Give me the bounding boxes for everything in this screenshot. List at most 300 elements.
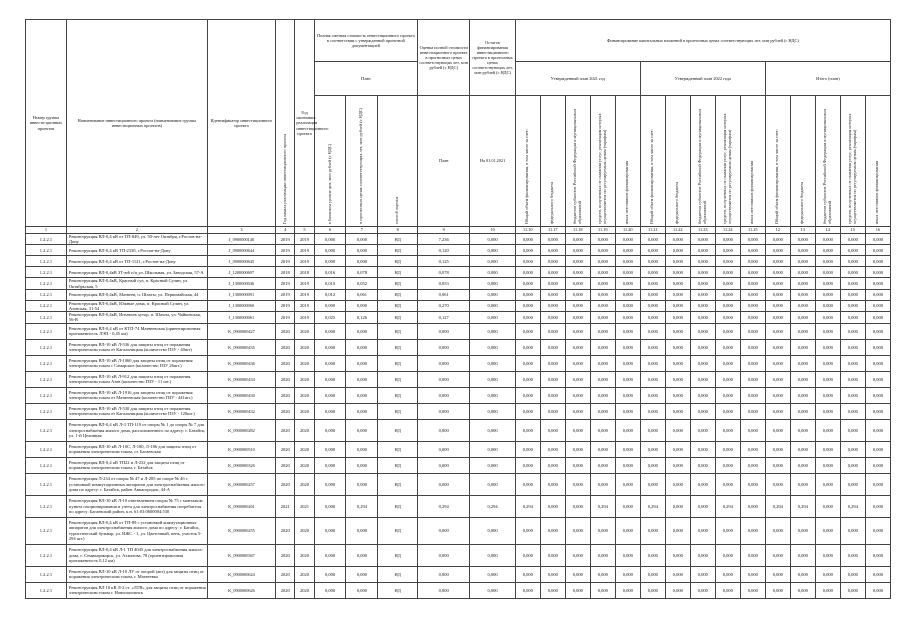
cell-start-year: 2021 [276,495,295,517]
cell-fin-2021-tariff: 0,000 [590,457,615,473]
cell-project-id: J_1300000060 [207,300,275,311]
cell-fin-2021-other: 0,000 [615,300,640,311]
table-row [26,300,891,311]
cell-fin-2022-total: 0,000 [640,256,665,267]
cell-cost-forecast: 0,000 [346,566,378,582]
table-row [26,473,891,495]
cell-project-name: Реконструкция ВЛ-0,4 кВ Л-3 ТП-119 от опоры № 1 до опоры № 7 для электроснабжения жилого дома, расположенного по адресу: г. Батайск, ул. 1-й Целинная [66,419,207,441]
cell-fin-2021-federal: 0,000 [540,441,565,457]
cell-fin-total-total: 0,000 [765,355,790,371]
cell-start-year: 2020 [276,517,295,544]
cell-cost-base: 0,010 [314,278,346,289]
cell-fin-total-tariff: 0,000 [840,312,865,323]
cell-group-number: 1.2.2.1 [26,323,67,339]
cell-fin-2021-tariff: 0,000 [590,441,615,457]
cell-fin-2021-regional: 0,000 [565,517,590,544]
header-sub-2021-regional: бюджетов субъектов Российской Федерации и муниципальных образований [565,96,590,227]
cell-fin-2022-federal: 0,000 [665,473,690,495]
cell-fin-2021-tariff: 0,000 [590,544,615,566]
cell-fin-2022-other: 0,000 [740,419,765,441]
cell-fin-2021-regional: 0,000 [565,419,590,441]
cell-fin-2022-tariff: 0,000 [715,245,740,256]
column-number: 11.24 [715,227,740,234]
cell-fin-total-tariff: 0,000 [840,387,865,403]
cell-fin-2022-federal: 0,000 [665,256,690,267]
header-est-plan: План [418,96,470,227]
cell-fin-2021-total: 0,000 [515,355,540,371]
cell-fin-2022-tariff: 0,000 [715,289,740,300]
cell-end-year: 2019 [295,234,314,245]
cell-fin-2021-other: 0,000 [615,403,640,419]
cell-start-year: 2020 [276,544,295,566]
cell-fin-total-other: 0,000 [865,371,890,387]
cell-end-year: 2020 [295,544,314,566]
cell-cost-forecast: 0,000 [346,582,378,598]
cell-fin-total-regional: 0,000 [815,403,840,419]
cell-fin-2021-other: 0,000 [615,323,640,339]
cell-fin-2022-regional: 0,000 [690,323,715,339]
cell-start-year: 2019 [276,278,295,289]
cell-start-year: 2020 [276,441,295,457]
cell-start-year: 2020 [276,582,295,598]
header-sub-2022-federal: федерального бюджета [665,96,690,227]
header-project-id: Идентификатор инвестиционного проекта [207,20,275,227]
column-number: 15 [840,227,865,234]
cell-cost-estimate: 0,000 [418,387,470,403]
column-number: 12 [765,227,790,234]
cell-cost-method: НД [378,419,418,441]
cell-fin-2022-other: 0,000 [740,267,765,278]
cell-end-year: 2020 [295,517,314,544]
cell-cost-estimate: 0,000 [418,582,470,598]
cell-fin-2022-total: 0,000 [640,419,665,441]
table-row [26,312,891,323]
cell-fin-2022-total: 0,000 [640,300,665,311]
cell-remain-2021: 0,000 [470,387,515,403]
cell-fin-2022-other: 0,000 [740,300,765,311]
cell-fin-total-regional: 0,000 [815,278,840,289]
cell-fin-2021-total: 0,000 [515,387,540,403]
cell-fin-2021-other: 0,000 [615,582,640,598]
cell-cost-forecast: 0,000 [346,323,378,339]
cell-fin-2022-regional: 0,000 [690,566,715,582]
cell-remain-2021: 0,000 [470,312,515,323]
cell-remain-2021: 0,000 [470,323,515,339]
cell-fin-2022-federal: 0,000 [665,300,690,311]
cell-fin-2022-tariff: 0,000 [715,312,740,323]
header-end-year: Год окончания реализации инвестиционного проекта [295,20,314,227]
table-row [26,234,891,245]
cell-cost-method: НД [378,289,418,300]
header-full-cost-method: способ оценки [378,96,418,227]
cell-cost-estimate: 0,000 [418,441,470,457]
cell-cost-base: 0,000 [314,371,346,387]
cell-fin-2022-tariff: 0,000 [715,300,740,311]
cell-fin-2022-tariff: 0,000 [715,441,740,457]
cell-fin-2021-tariff: 0,000 [590,371,615,387]
cell-fin-2022-tariff: 0,000 [715,517,740,544]
cell-fin-2022-other: 0,000 [740,473,765,495]
cell-fin-total-total: 0,000 [765,278,790,289]
cell-fin-2021-federal: 0,000 [540,387,565,403]
cell-fin-2021-federal: 0,000 [540,289,565,300]
cell-fin-total-federal: 0,000 [790,566,815,582]
cell-fin-2022-federal: 0,000 [665,387,690,403]
header-sub-total-federal: федерального бюджета [790,96,815,227]
cell-fin-total-regional: 0,000 [815,256,840,267]
cell-fin-2022-regional: 0,000 [690,582,715,598]
cell-fin-2021-regional: 0,000 [565,300,590,311]
cell-fin-2022-total: 0,000 [640,371,665,387]
cell-cost-forecast: 0,000 [346,387,378,403]
cell-project-name: Реконструкция ВЛ-0,4 кВ от ТП-849, ул. 50-лет Октября, г.Ростов-на-Дону [66,234,207,245]
cell-cost-method: НД [378,245,418,256]
cell-fin-2022-federal: 0,000 [665,312,690,323]
table-row [26,289,891,300]
table-row [26,256,891,267]
cell-fin-total-total: 0,000 [765,234,790,245]
cell-project-id: K_0900000261 [207,495,275,517]
cell-project-name: Реконструкция ВЛ-10 кВ Л-1060 для защиты птиц от поражения электрическим током с Самарское (количество ПЗУ 26шт.) [66,355,207,371]
cell-end-year: 2019 [295,289,314,300]
cell-fin-total-total: 0,000 [765,267,790,278]
cell-fin-total-total: 0,000 [765,387,790,403]
cell-fin-2021-regional: 0,000 [565,371,590,387]
cell-fin-2021-federal: 0,000 [540,256,565,267]
cell-fin-2021-federal: 0,000 [540,312,565,323]
cell-fin-total-tariff: 0,294 [840,495,865,517]
cell-cost-forecast: 0,000 [346,517,378,544]
cell-project-name: Реконструкция ВЛ-0,4 кВ ТП22 и Л-232 для защиты птиц от поражения электрическим током, г. Батайск [66,457,207,473]
table-row [26,355,891,371]
cell-fin-total-other: 0,000 [865,419,890,441]
cell-end-year: 2020 [295,566,314,582]
cell-cost-base: 0,000 [314,441,346,457]
cell-start-year: 2018 [276,267,295,278]
cell-fin-total-federal: 0,000 [790,419,815,441]
header-est-cost: Оценка полной стоимости инвестиционного проекта в прогнозных ценах соответствующих лет, млн рублей (с НДС) [418,20,470,96]
cell-cost-forecast: 0,294 [346,495,378,517]
cell-cost-method: НД [378,267,418,278]
cell-fin-2022-total: 0,000 [640,517,665,544]
cell-cost-base: 0,000 [314,339,346,355]
header-project-name: Наименование инвестиционного проекта (наименование группы инвестиционных проектов) [66,20,207,227]
cell-project-id: K_0900000435 [207,339,275,355]
cell-project-id: K_0900000434 [207,371,275,387]
cell-fin-2021-other: 0,000 [615,312,640,323]
cell-fin-total-tariff: 0,000 [840,234,865,245]
cell-fin-2021-other: 0,000 [615,245,640,256]
cell-end-year: 2020 [295,371,314,387]
cell-fin-total-total: 0,000 [765,323,790,339]
cell-fin-2022-total: 0,000 [640,289,665,300]
header-start-year: Год начала реализации инвестиционного проекта [276,20,295,227]
cell-fin-2021-total: 0,000 [515,544,540,566]
cell-group-number: 1.2.2.1 [26,517,67,544]
cell-cost-forecast: 0,000 [346,371,378,387]
cell-cost-base: 0,000 [314,355,346,371]
cell-fin-total-federal: 0,000 [790,355,815,371]
cell-remain-2021: 0,000 [470,339,515,355]
cell-cost-estimate: 0,000 [418,473,470,495]
cell-fin-total-other: 0,000 [865,387,890,403]
cell-end-year: 2020 [295,582,314,598]
cell-fin-2022-total: 0,000 [640,355,665,371]
cell-end-year: 2020 [295,339,314,355]
cell-fin-2022-federal: 0,000 [665,234,690,245]
cell-cost-forecast: 0,000 [346,339,378,355]
cell-start-year: 2019 [276,289,295,300]
header-remain-date: На 01.01.2021 [470,96,515,227]
cell-cost-method: НД [378,387,418,403]
cell-fin-2022-other: 0,000 [740,245,765,256]
cell-fin-2021-regional: 0,000 [565,339,590,355]
cell-fin-2021-other: 0,000 [615,419,640,441]
cell-group-number: 1.2.2.1 [26,495,67,517]
cell-group-number: 1.2.2.1 [26,544,67,566]
cell-end-year: 2019 [295,245,314,256]
cell-fin-total-tariff: 0,000 [840,339,865,355]
cell-fin-2022-federal: 0,000 [665,582,690,598]
header-group-number: Номер группы инвести-ционных проектов [26,20,67,227]
cell-fin-2022-federal: 0,000 [665,403,690,419]
cell-fin-2022-other: 0,000 [740,278,765,289]
cell-cost-estimate: 0,000 [418,371,470,387]
cell-fin-2022-tariff: 0,000 [715,267,740,278]
cell-end-year: 2020 [295,403,314,419]
cell-fin-2022-other: 0,000 [740,323,765,339]
cell-fin-total-tariff: 0,000 [840,441,865,457]
cell-fin-2021-regional: 0,000 [565,267,590,278]
cell-project-id: K_0900000430 [207,387,275,403]
cell-fin-2022-regional: 0,000 [690,457,715,473]
column-number: 5 [295,227,314,234]
cell-fin-2022-tariff: 0,000 [715,371,740,387]
column-number: 11.18 [565,227,590,234]
cell-fin-2021-other: 0,000 [615,339,640,355]
cell-fin-2021-total: 0,000 [515,517,540,544]
cell-start-year: 2019 [276,256,295,267]
cell-fin-2022-tariff: 0,000 [715,544,740,566]
cell-fin-2021-other: 0,000 [615,267,640,278]
cell-fin-total-regional: 0,000 [815,517,840,544]
cell-remain-2021: 0,000 [470,419,515,441]
cell-cost-method: НД [378,355,418,371]
cell-fin-total-total: 0,000 [765,419,790,441]
cell-fin-2022-tariff: 0,000 [715,566,740,582]
cell-project-name: Реконструкция ВЛ-10 кВ Л-1916 для защиты птиц от поражения электрическим током от Матвеевская (количество ПЗУ - 441шт.) [66,387,207,403]
cell-start-year: 2020 [276,371,295,387]
cell-cost-base: 0,000 [314,256,346,267]
cell-cost-estimate: 7,236 [418,234,470,245]
cell-fin-total-federal: 0,000 [790,339,815,355]
cell-fin-total-federal: 0,000 [790,300,815,311]
cell-cost-base: 0,000 [314,245,346,256]
cell-cost-base: 0,000 [314,403,346,419]
cell-cost-estimate: 0,000 [418,355,470,371]
cell-fin-2022-total: 0,000 [640,312,665,323]
cell-fin-total-tariff: 0,000 [840,566,865,582]
cell-fin-2022-other: 0,000 [740,566,765,582]
cell-fin-2022-regional: 0,000 [690,256,715,267]
cell-cost-method: НД [378,234,418,245]
cell-fin-total-other: 0,000 [865,582,890,598]
cell-fin-2022-tariff: 0,000 [715,457,740,473]
cell-fin-total-regional: 0,000 [815,473,840,495]
cell-cost-estimate: 0,000 [418,419,470,441]
cell-cost-method: НД [378,495,418,517]
cell-end-year: 2019 [295,312,314,323]
cell-fin-2022-total: 0,000 [640,339,665,355]
cell-fin-total-federal: 0,000 [790,312,815,323]
cell-fin-2021-tariff: 0,000 [590,582,615,598]
cell-fin-2022-regional: 0,000 [690,355,715,371]
cell-group-number: 1.2.2.1 [26,234,67,245]
cell-fin-total-regional: 0,000 [815,495,840,517]
header-full-cost-plan: в базисном уровне цен, млн рублей (с НДС) [314,96,346,227]
cell-cost-estimate: 0,000 [418,323,470,339]
cell-cost-method: НД [378,371,418,387]
cell-project-name: Реконструкция ВЛ-0,4кВ ЗТ-ю6 п/ц ул. Школьная, ул. Заводская, 57-А [66,267,207,278]
cell-fin-2022-regional: 0,000 [690,312,715,323]
cell-fin-2021-other: 0,000 [615,278,640,289]
cell-fin-2021-other: 0,000 [615,234,640,245]
cell-cost-method: НД [378,473,418,495]
table-row [26,544,891,566]
cell-fin-total-federal: 0,000 [790,441,815,457]
cell-fin-2021-tariff: 0,000 [590,267,615,278]
cell-cost-method: НД [378,339,418,355]
column-number: 11.10 [515,227,540,234]
header-total: Итого (план) [765,62,890,96]
cell-cost-estimate: 0,000 [418,457,470,473]
cell-fin-total-regional: 0,000 [815,312,840,323]
cell-end-year: 2019 [295,256,314,267]
cell-cost-forecast: 0,000 [346,355,378,371]
column-number: 7 [346,227,378,234]
cell-fin-2022-other: 0,000 [740,289,765,300]
cell-fin-2022-total: 0,000 [640,582,665,598]
column-number: 4 [276,227,295,234]
cell-fin-2022-other: 0,000 [740,256,765,267]
cell-fin-total-regional: 0,000 [815,245,840,256]
cell-cost-forecast: 0,078 [346,267,378,278]
cell-fin-2021-tariff: 0,000 [590,256,615,267]
cell-fin-2021-total: 0,000 [515,473,540,495]
cell-cost-base: 0,012 [314,289,346,300]
cell-fin-2021-other: 0,000 [615,566,640,582]
cell-fin-2021-federal: 0,000 [540,323,565,339]
cell-cost-estimate: 0,125 [418,256,470,267]
cell-cost-estimate: 0,000 [418,544,470,566]
cell-fin-2022-tariff: 0,000 [715,473,740,495]
cell-fin-2021-regional: 0,000 [565,582,590,598]
table-row [26,441,891,457]
cell-project-id: K_0900000432 [207,403,275,419]
cell-cost-base: 0,000 [314,419,346,441]
column-number: 11.21 [640,227,665,234]
cell-project-id: K_0900000326 [207,457,275,473]
cell-project-id: K_0900000626 [207,582,275,598]
cell-fin-2021-total: 0,000 [515,312,540,323]
cell-group-number: 1.2.2.1 [26,267,67,278]
cell-cost-method: НД [378,566,418,582]
cell-cost-forecast: 0,126 [346,312,378,323]
cell-project-name: Реконструкция ВЛ-0,4 кВ от ТП-1121, г.Ростов-на-Дону [66,256,207,267]
cell-remain-2021: 0,000 [470,289,515,300]
cell-fin-total-total: 0,000 [765,371,790,387]
cell-fin-total-regional: 0,000 [815,582,840,598]
cell-fin-total-regional: 0,000 [815,339,840,355]
cell-cost-method: НД [378,441,418,457]
cell-fin-2021-tariff: 0,000 [590,245,615,256]
cell-fin-total-regional: 0,000 [815,441,840,457]
cell-cost-base: 0,000 [314,457,346,473]
cell-cost-method: НД [378,256,418,267]
cell-fin-2021-tariff: 0,000 [590,387,615,403]
cell-project-name: Реконструкция ВЛ-0,4 кВ от ТП-89 с установкой коммутационных аппаратов для электроснабжения жилого дома по адресу: г. Батайск, туристический бульвар, ул. ИЖС - 1, ул. Цветочный, пень, участок 5-294 шт.) [66,517,207,544]
cell-fin-2021-federal: 0,000 [540,403,565,419]
cell-fin-total-total: 0,000 [765,300,790,311]
cell-end-year: 2019 [295,278,314,289]
cell-cost-base: 0,000 [314,473,346,495]
header-sub-2021-total: Общий объем финансирования, в том числе за счет: [515,96,540,227]
cell-project-name: Реконструкция ВЛ-0,4 кВ ТП-2330, г.Ростов-на-Дону [66,245,207,256]
cell-fin-2022-regional: 0,000 [690,289,715,300]
cell-fin-total-other: 0,000 [865,473,890,495]
cell-fin-2022-federal: 0,000 [665,517,690,544]
cell-fin-2022-total: 0,294 [640,495,665,517]
cell-remain-2021: 0,000 [470,267,515,278]
cell-fin-total-federal: 0,000 [790,267,815,278]
cell-fin-total-regional: 0,000 [815,300,840,311]
cell-fin-2021-other: 0,000 [615,544,640,566]
header-sub-total-regional: бюджетов субъектов Российской Федерации и муниципальных образований [815,96,840,227]
cell-fin-2022-total: 0,000 [640,234,665,245]
cell-fin-2021-other: 0,000 [615,355,640,371]
cell-fin-2021-federal: 0,000 [540,300,565,311]
cell-group-number: 1.2.2.1 [26,582,67,598]
cell-fin-2022-regional: 0,000 [690,267,715,278]
cell-project-id: J_1300000061 [207,312,275,323]
cell-fin-total-other: 0,000 [865,544,890,566]
cell-cost-forecast: 0,000 [346,457,378,473]
cell-cost-base: 0,000 [314,495,346,517]
cell-remain-2021: 0,000 [470,278,515,289]
header-plan: План [314,62,417,96]
cell-fin-total-total: 0,000 [765,544,790,566]
cell-end-year: 2020 [295,419,314,441]
cell-fin-total-federal: 0,000 [790,245,815,256]
cell-project-id: J_0900000140 [207,234,275,245]
table-row [26,323,891,339]
cell-fin-total-federal: 0,000 [790,457,815,473]
cell-fin-total-federal: 0,000 [790,517,815,544]
cell-fin-total-regional: 0,000 [815,323,840,339]
cell-fin-2021-federal: 0,000 [540,495,565,517]
cell-fin-total-other: 0,000 [865,355,890,371]
cell-fin-total-tariff: 0,000 [840,582,865,598]
cell-fin-total-other: 0,000 [865,256,890,267]
cell-fin-total-federal: 0,000 [790,473,815,495]
cell-fin-2021-regional: 0,000 [565,387,590,403]
cell-project-name: Реконструкция ВЛ-0,4кВ, Красный сул, п. Красный Сулин, ул. Октябрьская, 5 [66,278,207,289]
cell-remain-2021: 0,000 [470,441,515,457]
header-sub-2022-total: Общий объем финансирования, в том числе за счет: [640,96,665,227]
cell-project-name: Реконструкция ВЛ-10 кВ Л-912 для защиты птиц от поражения электрическим током Азов (количество ПЗУ - 11 шт.) [66,371,207,387]
cell-fin-2021-total: 0,000 [515,300,540,311]
cell-fin-2021-total: 0,000 [515,457,540,473]
